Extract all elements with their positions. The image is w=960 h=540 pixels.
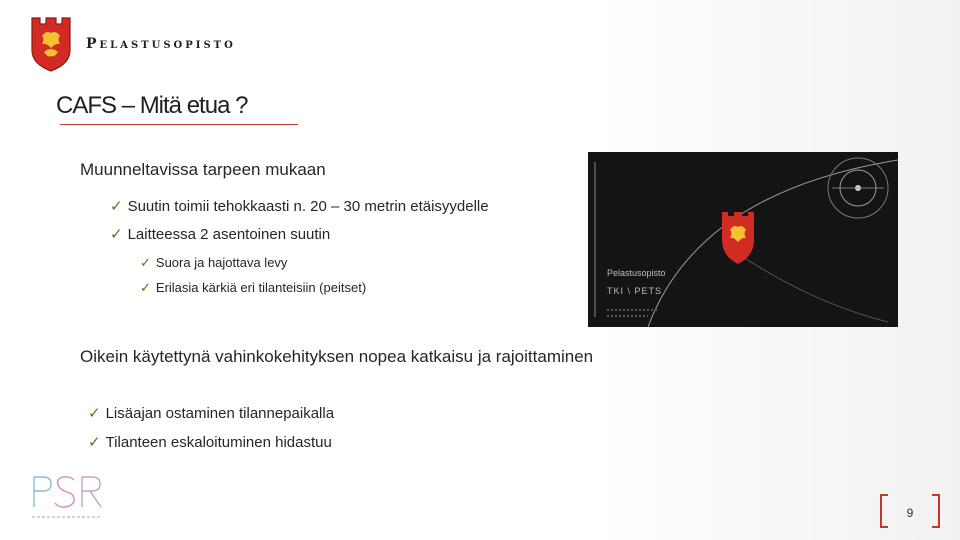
slide-title: CAFS – Mitä etua ?	[56, 92, 248, 119]
bullet-level3	[140, 255, 287, 271]
brand-name: Pelastusopisto	[86, 36, 236, 52]
bullet-text: Lisäajan ostaminen tilannepaikalla	[105, 405, 335, 422]
image-subtitle: TKI \ PETS	[607, 286, 663, 296]
checkmark-icon: ✓	[88, 405, 101, 422]
bullet-level2	[88, 404, 334, 422]
bullet-text: Laitteessa 2 asentoinen suutin	[127, 226, 331, 243]
bullet-level2	[110, 197, 489, 215]
coat-of-arms-icon	[30, 16, 72, 72]
bullet-level2	[110, 225, 330, 243]
page-bracket-right	[932, 494, 940, 528]
image-decoration	[588, 152, 898, 327]
checkmark-icon: ✓	[140, 255, 151, 270]
bullet-text: Suutin toimii tehokkaasti n. 20 – 30 metrin etäisyydelle	[127, 198, 489, 215]
bullet-text: Suora ja hajottava levy	[155, 255, 288, 270]
bullet-text: Erilasia kärkiä eri tilanteisiin (peitset)	[155, 280, 367, 295]
page-bracket-left	[880, 494, 888, 528]
image-brand-text: Pelastusopisto	[607, 268, 666, 278]
header-logo	[30, 16, 236, 72]
checkmark-icon: ✓	[110, 226, 123, 243]
checkmark-icon: ✓	[88, 434, 101, 451]
bullet-level1: Oikein käytettynä vahinkokehityksen nopea katkaisu ja rajoittaminen	[80, 347, 594, 366]
page-number: 9	[906, 506, 914, 520]
checkmark-icon: ✓	[110, 198, 123, 215]
bullet-level3	[140, 280, 366, 296]
bullet-level2	[88, 433, 332, 451]
psr-logo	[30, 473, 110, 523]
title-underline	[60, 124, 298, 125]
presentation-image	[588, 152, 898, 327]
bullet-text: Tilanteen eskaloituminen hidastuu	[105, 434, 332, 451]
bullet-level1: Muunneltavissa tarpeen mukaan	[80, 160, 326, 179]
checkmark-icon: ✓	[140, 280, 151, 295]
